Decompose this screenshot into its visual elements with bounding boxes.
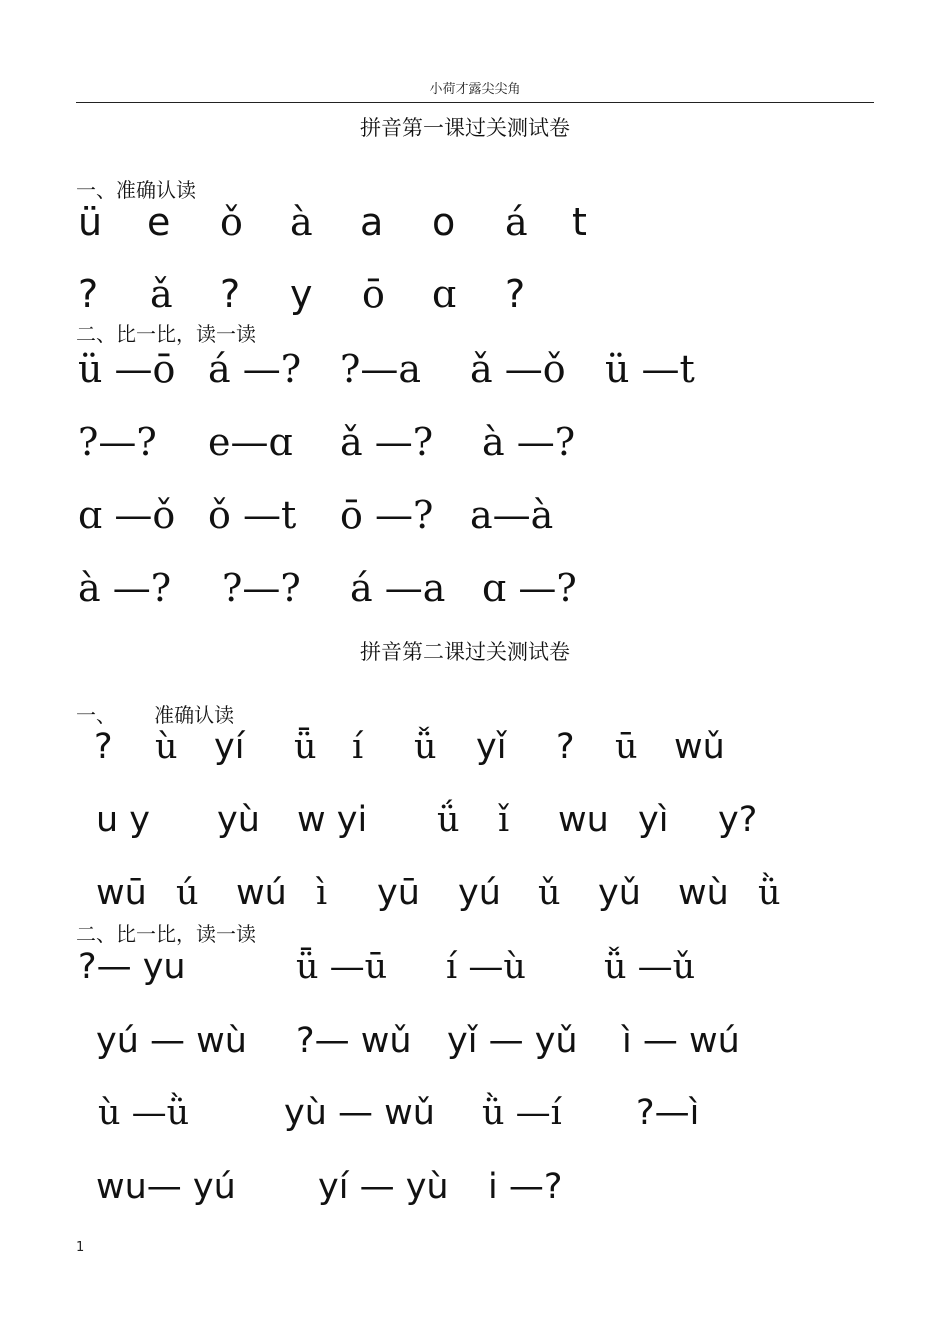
lesson2-s2-row-1: [0, 947, 950, 1010]
pinyin-item: wù: [678, 873, 729, 913]
pair-item: í —ù: [446, 947, 526, 987]
pinyin-item: yì: [638, 800, 669, 840]
pair-item: á —a: [350, 566, 446, 610]
pair-item: ?—?: [78, 420, 157, 464]
pair-item: ɑ —?: [482, 566, 577, 610]
page-header: 小荷才露尖尖角: [429, 82, 521, 97]
lesson1-s2-row-4: [0, 566, 950, 629]
pinyin-item: ǔ: [538, 873, 561, 913]
pinyin-item: ō: [362, 272, 385, 316]
pinyin-item: ū: [615, 727, 638, 767]
pair-item: ?— wǔ: [296, 1021, 412, 1061]
pair-item: ü —ō: [78, 347, 176, 391]
lesson1-s1-row-1: [0, 200, 950, 263]
pinyin-item: à: [290, 200, 313, 244]
pair-item: ?— yu: [78, 947, 186, 987]
pinyin-item: ǒ: [220, 200, 243, 244]
pinyin-item: ǎ: [150, 272, 173, 316]
pair-item: yí — yù: [318, 1167, 449, 1207]
pinyin-item: ù: [155, 727, 178, 767]
pair-item: á —?: [208, 347, 302, 391]
lesson1-title: 拼音第一课过关测试卷: [360, 116, 570, 140]
pair-item: ō —?: [340, 493, 434, 537]
pinyin-item: ǖ: [294, 727, 317, 767]
lesson1-section1-label: 一、准确认读: [76, 178, 196, 202]
pinyin-item: ü: [78, 200, 103, 244]
lesson2-s2-row-2: [0, 1021, 950, 1084]
pair-item: e—ɑ: [208, 420, 293, 464]
lesson2-title: 拼音第二课过关测试卷: [360, 640, 570, 664]
pair-item: ǖ —ū: [296, 947, 388, 987]
pinyin-item: yǔ: [598, 873, 641, 913]
pinyin-item: t: [572, 200, 587, 244]
pinyin-item: y?: [718, 800, 758, 840]
pair-item: ǜ —í: [482, 1093, 562, 1133]
lesson1-s2-row-1: [0, 347, 950, 410]
pair-item: yù — wǔ: [284, 1093, 435, 1133]
pinyin-item: y: [290, 272, 313, 316]
pinyin-item: wǔ: [674, 727, 725, 767]
pinyin-item: ?: [505, 272, 526, 316]
lesson2-s2-row-4: [0, 1167, 950, 1230]
lesson2-s1-row-2: [0, 800, 950, 863]
lesson1-section2-label: 二、比一比，读一读: [76, 322, 256, 346]
pinyin-item: wu: [558, 800, 609, 840]
pair-item: yǐ — yǔ: [447, 1021, 578, 1061]
pinyin-item: ǜ: [758, 873, 781, 913]
pinyin-item: o: [432, 200, 456, 244]
pinyin-item: á: [505, 200, 528, 244]
pinyin-item: wú: [236, 873, 287, 913]
pinyin-item: wū: [96, 873, 147, 913]
pair-item: ü —t: [605, 347, 695, 391]
pinyin-item: ?: [220, 272, 241, 316]
pinyin-item: ǐ: [498, 800, 510, 840]
pinyin-item: ɑ: [432, 272, 457, 316]
pair-item: ì — wú: [622, 1021, 740, 1061]
pair-item: ɑ —ǒ: [78, 493, 176, 537]
lesson2-s2-row-3: [0, 1093, 950, 1156]
pair-item: wu— yú: [96, 1167, 236, 1207]
pair-item: ǎ —?: [340, 420, 434, 464]
lesson2-section2-label: 二、比一比，读一读: [76, 922, 256, 946]
header-rule: [76, 102, 874, 103]
pinyin-item: ?: [556, 727, 575, 767]
lesson1-s2-row-2: [0, 420, 950, 483]
pinyin-item: yí: [214, 727, 245, 767]
page-number: 1: [76, 1240, 85, 1255]
pair-item: a—à: [470, 493, 554, 537]
pinyin-item: ?: [94, 727, 113, 767]
pair-item: ù —ǜ: [98, 1093, 190, 1133]
pinyin-item: ú: [176, 873, 199, 913]
lesson1-s2-row-3: [0, 493, 950, 556]
pinyin-item: ǚ: [414, 727, 437, 767]
pair-item: ǚ —ǔ: [604, 947, 696, 987]
pinyin-item: w yi: [297, 800, 368, 840]
pinyin-item: u y: [96, 800, 151, 840]
pair-item: ǒ —t: [208, 493, 297, 537]
pinyin-item: a: [360, 200, 384, 244]
pinyin-item: yú: [458, 873, 501, 913]
pair-item: i —?: [488, 1167, 563, 1207]
pinyin-item: ?: [78, 272, 99, 316]
pair-item: ?—a: [340, 347, 422, 391]
pinyin-item: yǐ: [476, 727, 507, 767]
lesson2-section1-label: 一、 准确认读: [76, 703, 235, 727]
pinyin-item: í: [352, 727, 364, 767]
pair-item: ?—ì: [636, 1093, 700, 1133]
pinyin-item: ì: [316, 873, 328, 913]
pinyin-item: yù: [217, 800, 260, 840]
pair-item: yú — wù: [96, 1021, 247, 1061]
lesson2-s1-row-1: [0, 727, 950, 790]
pair-item: à —?: [482, 420, 576, 464]
pinyin-item: yū: [377, 873, 420, 913]
pair-item: à —?: [78, 566, 172, 610]
pair-item: ?—?: [222, 566, 301, 610]
pinyin-item: e: [147, 200, 171, 244]
pair-item: ǎ —ǒ: [470, 347, 566, 391]
pinyin-item: ǘ: [437, 800, 460, 840]
